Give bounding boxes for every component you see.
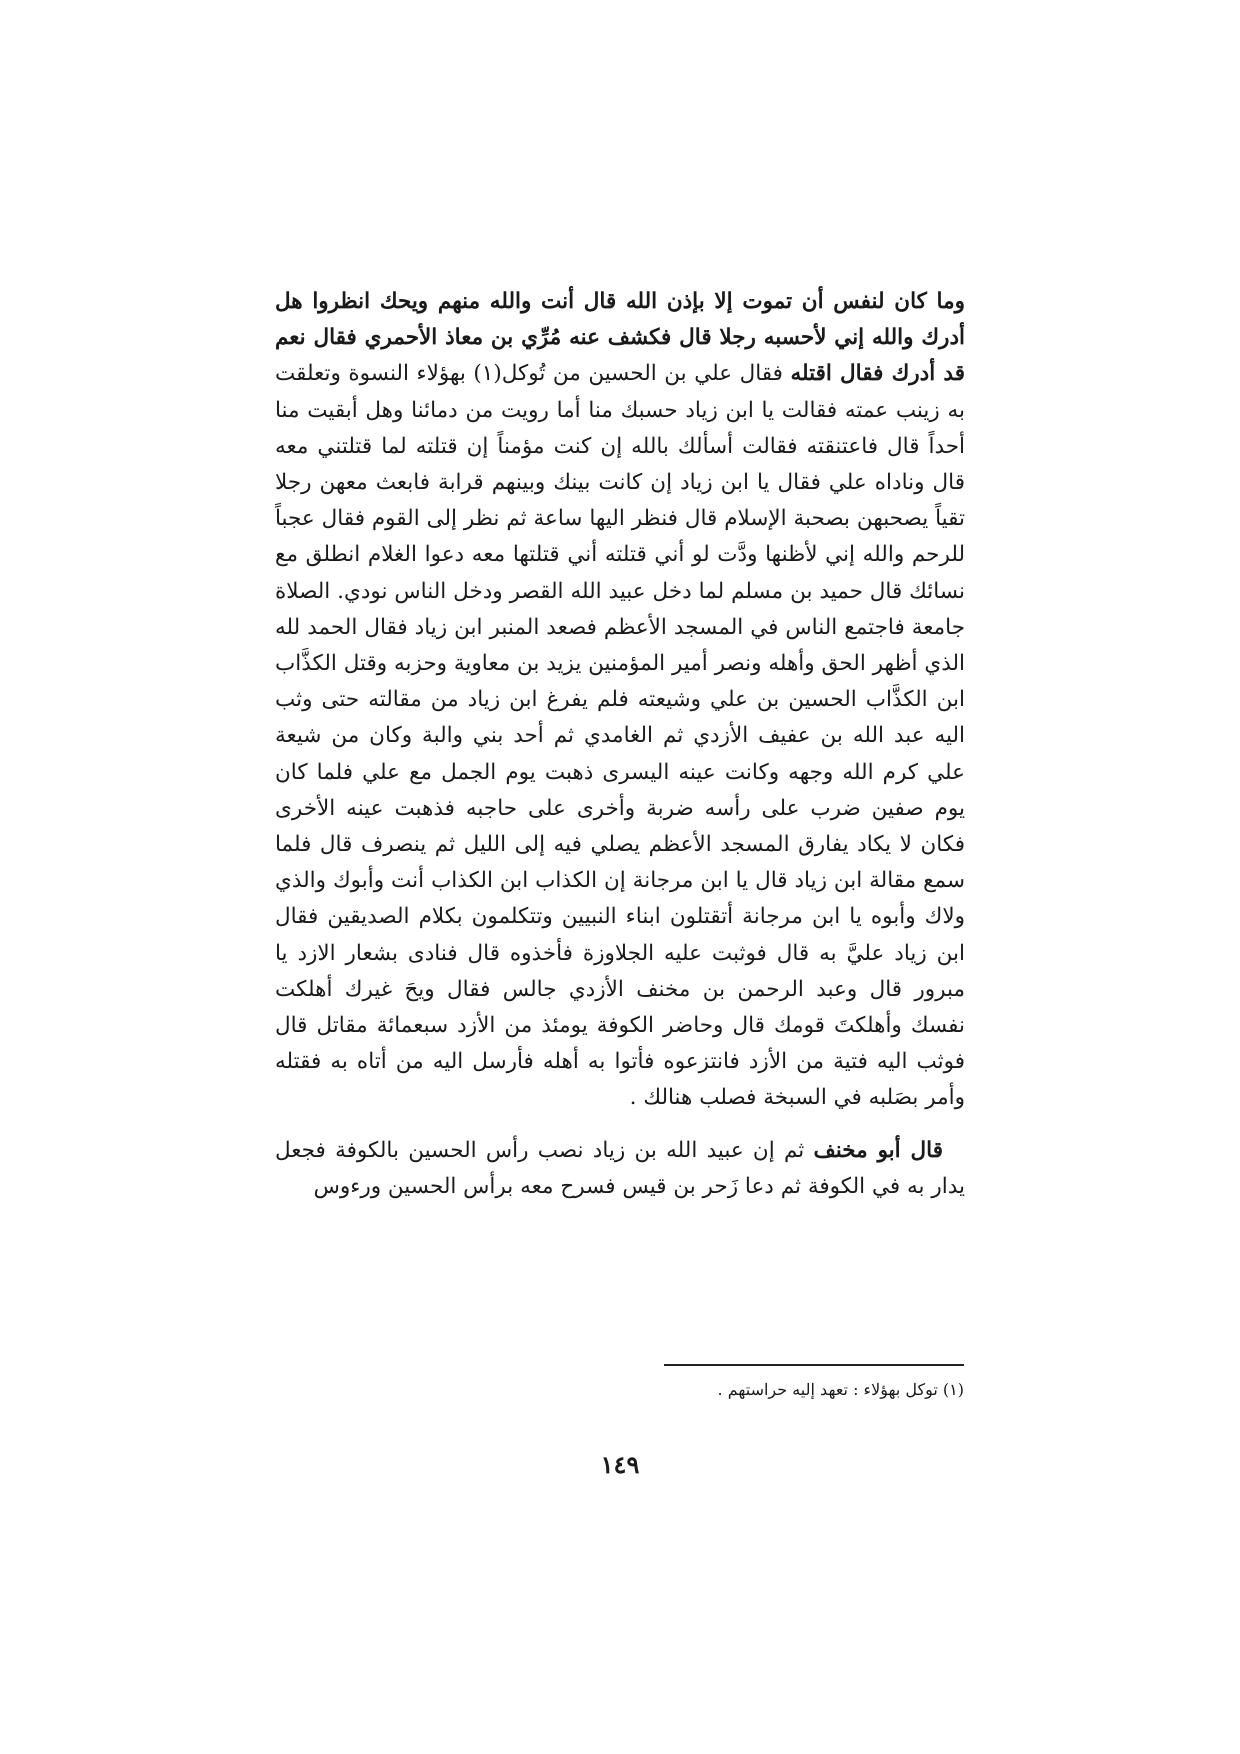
footnote-divider — [664, 1364, 964, 1366]
paragraph — [275, 284, 965, 1117]
paragraph-lead: وما كان لنفس أن تموت إلا بإذن الله قال أنت والله منهم ويحك انظروا هل أدرك والله إني لأحسبه رجلا قال فكشف عنه مُرِّي بن معاذ الأحمري فقال نعم قد أدرك فقال اقتله — [275, 289, 965, 387]
footnote: (١) توكل بهؤلاء : تعهد إليه حراستهم . — [717, 1380, 964, 1399]
page-number: ١٤٩ — [600, 1450, 640, 1479]
main-text — [275, 284, 965, 1205]
paragraph-lead: قال أبو مخنف — [813, 1137, 943, 1163]
paragraph — [275, 1133, 965, 1205]
paragraph-body: ثم إن عبيد الله بن زياد نصب رأس الحسين بالكوفة فجعل يدار به في الكوفة ثم دعا زَحر بن قيس فسرح معه برأس الحسين ورءوس — [275, 1137, 965, 1199]
paragraph-body: فقال علي بن الحسين من تُوكل(١) بهؤلاء النسوة وتعلقت به زينب عمته فقالت يا ابن زياد حسبك منا أما رويت من دمائنا وهل أبقيت منا أحداً قال فاعتنقته فقالت أسألك بالله إن كنت مؤمناً إن قتلته لما قتلتني معه قال وناداه علي فقال يا ابن زياد إن كانت بينك وبينهم قرابة فابعث معهن رجلا تقياً يصحبهن بصحبة الإسلام قال فنظر اليها ساعة ثم نظر إلى القوم فقال عجباً للرحم والله إني لأظنها ودَّت لو أني قتلته أني قتلتها معه دعوا الغلام انطلق مع نسائك قال حميد بن مسلم لما دخل عبيد الله القصر ودخل الناس نودي. الصلاة جامعة فاجتمع الناس في المسجد الأعظم فصعد المنبر ابن زياد فقال الحمد لله الذي أظهر الحق وأهله ونصر أمير المؤمنين يزيد بن معاوية وحزبه وقتل الكذَّاب ابن الكذَّاب الحسين بن علي وشيعته فلم يفرغ ابن زياد من مقالته حتى وثب اليه عبد الله بن عفيف الأزدي ثم الغامدي ثم أحد بني والبة وكان من شيعة علي كرم الله وجهه وكانت عينه اليسرى ذهبت يوم الجمل مع علي فلما كان يوم صفين ضرب على رأسه ضربة وأخرى على حاجبه فذهبت عينه الأخرى فكان لا يكاد يفارق المسجد الأعظم يصلي فيه إلى الليل ثم ينصرف قال فلما سمع مقالة ابن زياد قال يا ابن مرجانة إن الكذاب ابن الكذاب أنت وأبوك والذي ولاك وأبوه يا ابن مرجانة أتقتلون ابناء النبيين وتتكلمون بكلام الصديقين فقال ابن زياد عليَّ به قال فوثبت عليه الجلاوزة فأخذوه قال فنادى بشعار الازد يا مبرور قال وعبد الرحمن بن مخنف الأزدي جالس فقال ويحَ غيرك أهلكت نفسك وأهلكتَ قومك قال وحاضر الكوفة يومئذ من الأزد سبعمائة مقاتل قال فوثب اليه فتية من الأزد فانتزعوه فأتوا به أهله فأرسل اليه من أتاه به فقتله وأمر بصَلبه في السبخة فصلب هنالك . — [275, 361, 965, 1111]
